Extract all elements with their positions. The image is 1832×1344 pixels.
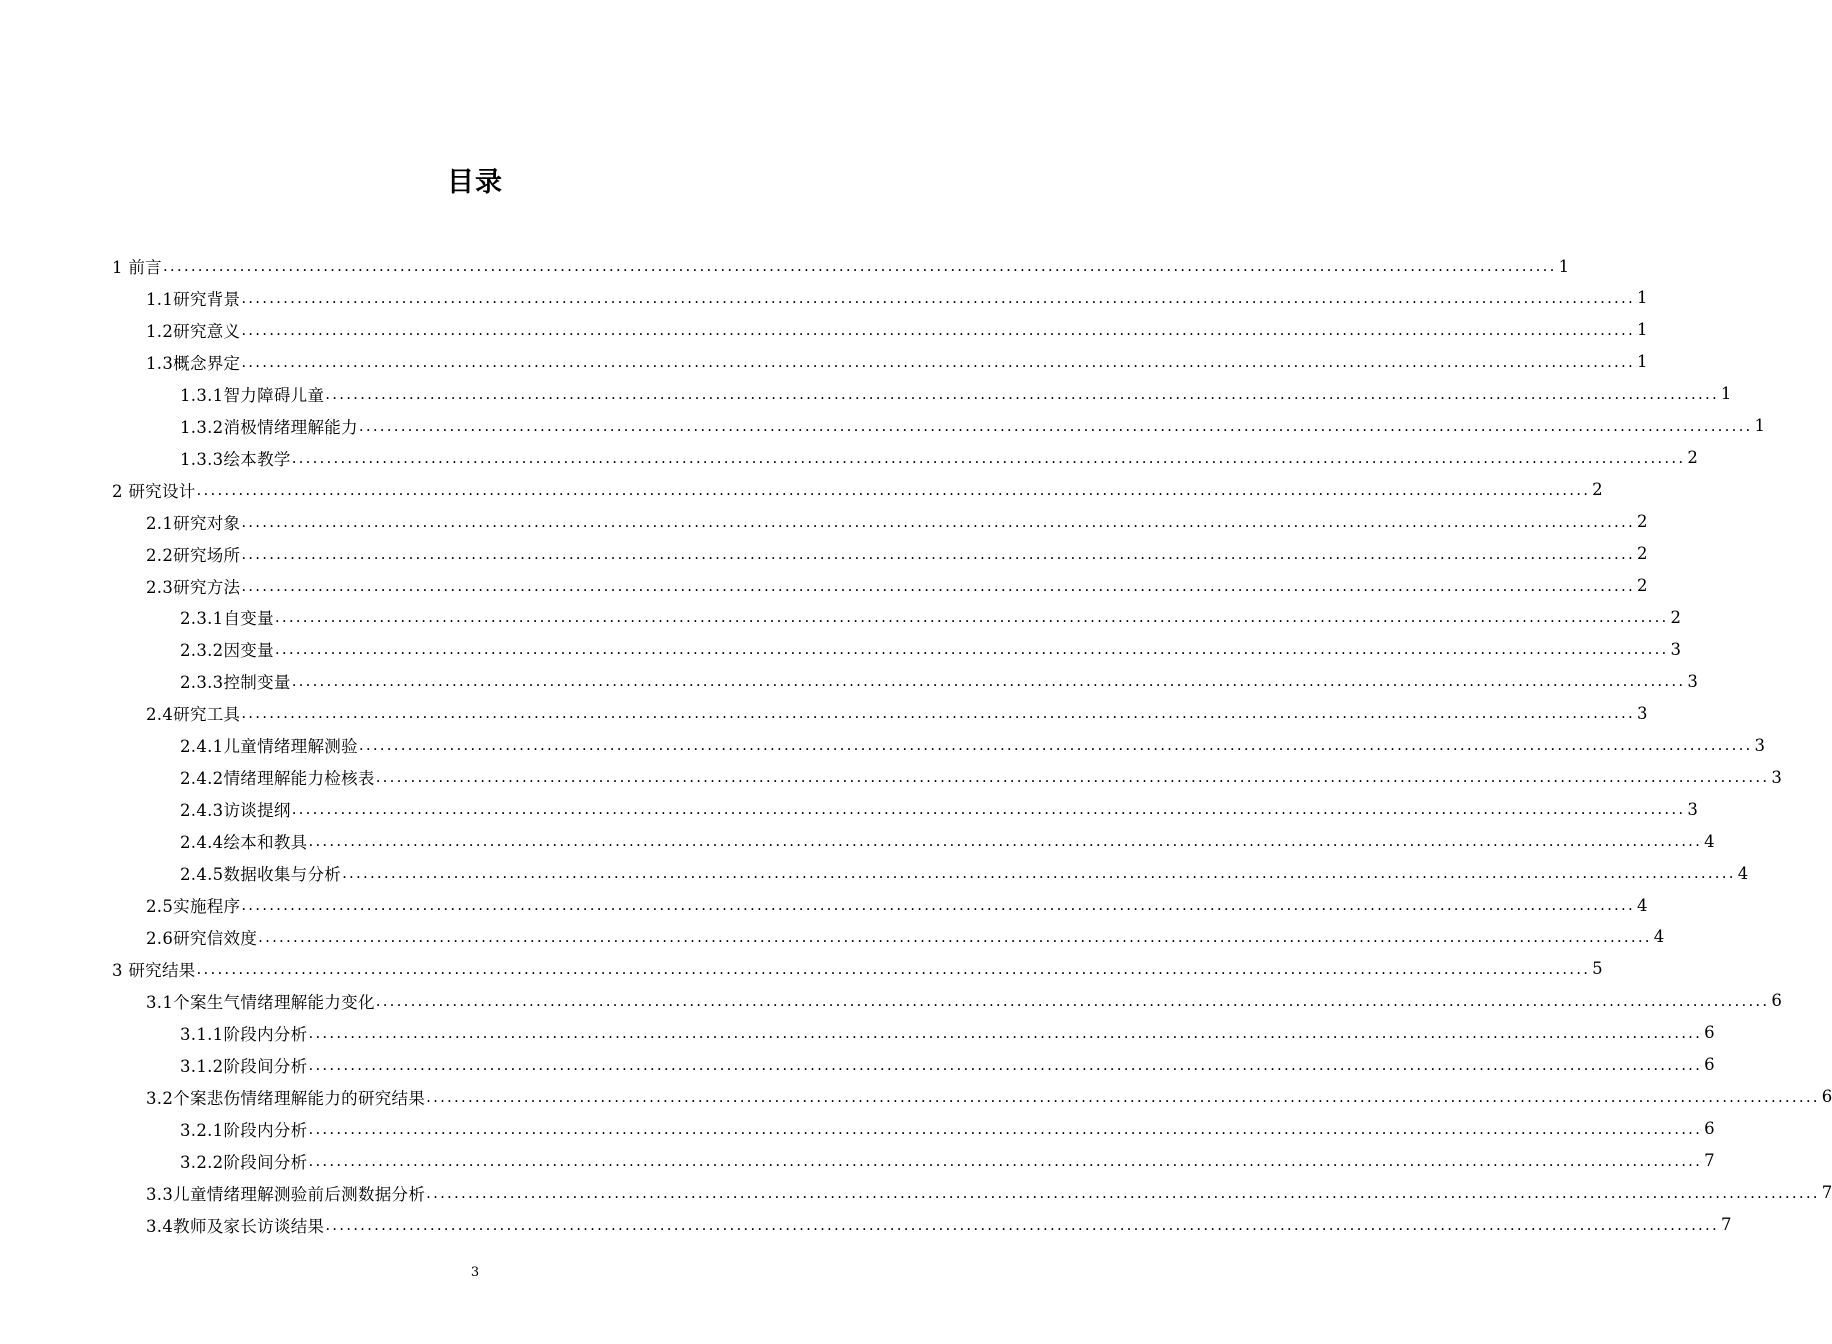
toc-entry-page: 1 bbox=[1636, 288, 1648, 308]
toc-leader-dots: ........................................................................................................................................................................................................ bbox=[196, 959, 1591, 978]
toc-leader-dots: ........................................................................................................................................................................................................ bbox=[426, 1087, 1820, 1106]
toc-entry[interactable] bbox=[112, 250, 1570, 282]
toc-entry-label: 1.3.3绘本教学 bbox=[180, 449, 291, 469]
toc-entry[interactable] bbox=[180, 1017, 1715, 1049]
toc-entry-page: 6 bbox=[1704, 1119, 1715, 1139]
toc-entry-label: 1 前言 bbox=[112, 258, 162, 277]
toc-leader-dots: ........................................................................................................................................................................................................ bbox=[241, 576, 1635, 595]
toc-entry-page: 7 bbox=[1704, 1151, 1715, 1171]
toc-leader-dots: ........................................................................................................................................................................................................ bbox=[308, 1023, 1703, 1042]
toc-entry-label: 2.4.2情绪理解能力检核表 bbox=[180, 769, 375, 789]
toc-leader-dots: ........................................................................................................................................................................................................ bbox=[291, 672, 1686, 691]
toc-entry[interactable] bbox=[146, 346, 1648, 378]
toc-entry[interactable] bbox=[180, 761, 1782, 793]
toc-leader-dots: ........................................................................................................................................................................................................ bbox=[241, 704, 1635, 723]
toc-leader-dots: ........................................................................................................................................................................................................ bbox=[241, 320, 1635, 339]
toc-entry-page: 3 bbox=[1670, 639, 1682, 659]
toc-entry-page: 2 bbox=[1687, 448, 1698, 468]
toc-leader-dots: ........................................................................................................................................................................................................ bbox=[325, 1215, 1719, 1234]
toc-entry-page: 4 bbox=[1704, 831, 1715, 851]
toc-entry-label: 2 研究设计 bbox=[112, 481, 196, 501]
toc-leader-dots: ........................................................................................................................................................................................................ bbox=[358, 416, 1753, 435]
toc-entry-label: 3.2.1阶段内分析 bbox=[180, 1120, 308, 1140]
toc-leader-dots: ........................................................................................................................................................................................................ bbox=[241, 288, 1635, 307]
toc-entry[interactable] bbox=[180, 1049, 1715, 1081]
toc-entry-label: 2.4研究工具 bbox=[146, 705, 241, 725]
toc-entry-label: 3.3儿童情绪理解测验前后测数据分析 bbox=[146, 1184, 426, 1204]
toc-entry-label: 2.4.1儿童情绪理解测验 bbox=[180, 737, 358, 757]
toc-entry-label: 1.3.2消极情绪理解能力 bbox=[180, 417, 358, 437]
toc-leader-dots: ........................................................................................................................................................................................................ bbox=[162, 257, 1557, 275]
toc-entry-page: 2 bbox=[1636, 544, 1648, 564]
toc-entry-label: 3.4教师及家长访谈结果 bbox=[146, 1216, 325, 1236]
toc-entry-label: 2.2研究场所 bbox=[146, 545, 241, 565]
toc-entry[interactable] bbox=[146, 506, 1648, 538]
toc-leader-dots: ........................................................................................................................................................................................................ bbox=[308, 1119, 1703, 1138]
toc-entry-page: 1 bbox=[1558, 256, 1570, 276]
toc-leader-dots: ........................................................................................................................................................................................................ bbox=[308, 1055, 1703, 1074]
toc-entry[interactable] bbox=[112, 953, 1603, 985]
toc-entry-label: 3.2.2阶段间分析 bbox=[180, 1152, 308, 1172]
toc-entry[interactable] bbox=[180, 378, 1732, 410]
toc-entry-page: 3 bbox=[1771, 767, 1782, 787]
toc-entry[interactable] bbox=[146, 314, 1648, 346]
toc-entry-page: 7 bbox=[1821, 1183, 1832, 1203]
toc-entry[interactable] bbox=[146, 570, 1648, 602]
toc-entry[interactable] bbox=[146, 889, 1648, 921]
toc-entry-label: 2.5实施程序 bbox=[146, 897, 241, 916]
toc-leader-dots: ........................................................................................................................................................................................................ bbox=[241, 352, 1635, 371]
toc-entry-page: 3 bbox=[1687, 799, 1698, 819]
toc-leader-dots: ........................................................................................................................................................................................................ bbox=[426, 1183, 1820, 1202]
toc-entry-label: 2.4.5数据收集与分析 bbox=[180, 865, 342, 885]
toc-entry[interactable] bbox=[146, 538, 1648, 570]
toc-entry-page: 2 bbox=[1636, 576, 1648, 595]
toc-entry[interactable] bbox=[180, 442, 1698, 474]
page-number: 3 bbox=[470, 1265, 480, 1280]
toc-leader-dots: ........................................................................................................................................................................................................ bbox=[291, 448, 1686, 467]
toc-title: 目录 bbox=[447, 167, 503, 198]
toc-leader-dots: ........................................................................................................................................................................................................ bbox=[241, 512, 1635, 531]
toc-leader-dots: ........................................................................................................................................................................................................ bbox=[196, 480, 1591, 499]
toc-leader-dots: ........................................................................................................................................................................................................ bbox=[358, 736, 1753, 755]
toc-entry-label: 3.1.1阶段内分析 bbox=[180, 1024, 308, 1044]
toc-entry-page: 2 bbox=[1670, 607, 1682, 627]
toc-entry-page: 1 bbox=[1636, 352, 1648, 372]
toc-leader-dots: ........................................................................................................................................................................................................ bbox=[375, 768, 1770, 787]
toc-leader-dots: ........................................................................................................................................................................................................ bbox=[274, 640, 1669, 659]
toc-entry-label: 1.1研究背景 bbox=[146, 289, 241, 309]
toc-entry-page: 6 bbox=[1704, 1023, 1715, 1043]
toc-entry-label: 2.1研究对象 bbox=[146, 513, 241, 533]
toc-entry[interactable] bbox=[180, 410, 1766, 442]
toc-entry-page: 2 bbox=[1636, 512, 1648, 532]
toc-entry[interactable] bbox=[146, 1081, 1832, 1113]
toc-entry[interactable] bbox=[146, 282, 1648, 314]
toc-entry-page: 6 bbox=[1771, 991, 1782, 1011]
toc-entry[interactable] bbox=[180, 1113, 1715, 1145]
toc-leader-dots: ........................................................................................................................................................................................................ bbox=[291, 800, 1686, 819]
toc-entry-page: 6 bbox=[1821, 1087, 1832, 1107]
toc-entry[interactable] bbox=[112, 474, 1603, 506]
toc-leader-dots: ........................................................................................................................................................................................................ bbox=[308, 1151, 1703, 1170]
toc-entry-page: 5 bbox=[1592, 959, 1603, 979]
toc-entry-page: 2 bbox=[1592, 480, 1603, 500]
toc-entry-label: 1.3概念界定 bbox=[146, 353, 241, 373]
toc-entry[interactable] bbox=[180, 825, 1715, 857]
toc-entry-page: 3 bbox=[1687, 671, 1698, 691]
toc-entry-label: 1.3.1智力障碍儿童 bbox=[180, 385, 325, 405]
toc-entry[interactable] bbox=[146, 697, 1648, 729]
toc-leader-dots: ........................................................................................................................................................................................................ bbox=[308, 832, 1703, 851]
toc-entry[interactable] bbox=[180, 729, 1766, 761]
toc-leader-dots: ........................................................................................................................................................................................................ bbox=[375, 991, 1770, 1010]
toc-entry[interactable] bbox=[146, 921, 1665, 953]
toc-leader-dots: ........................................................................................................................................................................................................ bbox=[258, 927, 1652, 946]
toc-entry[interactable] bbox=[146, 1177, 1832, 1209]
toc-entry-label: 2.3研究方法 bbox=[146, 577, 241, 597]
toc-leader-dots: ........................................................................................................................................................................................................ bbox=[274, 608, 1669, 627]
toc-leader-dots: ........................................................................................................................................................................................................ bbox=[325, 384, 1719, 403]
toc-entry-label: 2.3.2因变量 bbox=[180, 641, 274, 661]
toc-entry[interactable] bbox=[180, 665, 1698, 697]
toc-entry-page: 3 bbox=[1636, 703, 1648, 723]
toc-entry-page: 1 bbox=[1754, 416, 1766, 436]
toc-entry-label: 2.3.1自变量 bbox=[180, 609, 274, 629]
toc-entry[interactable] bbox=[180, 1145, 1715, 1177]
toc-entry-label: 2.4.4绘本和教具 bbox=[180, 833, 308, 853]
toc-entry-page: 4 bbox=[1636, 895, 1648, 915]
toc-entry-label: 1.2研究意义 bbox=[146, 321, 241, 341]
toc-entry[interactable] bbox=[180, 857, 1749, 889]
toc-entry-label: 3.2个案悲伤情绪理解能力的研究结果 bbox=[146, 1088, 426, 1108]
toc-entry-page: 6 bbox=[1704, 1055, 1715, 1075]
toc-entry-page: 1 bbox=[1636, 320, 1648, 340]
toc-entry-page: 4 bbox=[1653, 927, 1665, 947]
toc-leader-dots: ........................................................................................................................................................................................................ bbox=[241, 896, 1635, 914]
toc-leader-dots: ........................................................................................................................................................................................................ bbox=[241, 544, 1635, 563]
toc-entry-label: 3.1.2阶段间分析 bbox=[180, 1056, 308, 1076]
toc-entry-page: 7 bbox=[1720, 1215, 1732, 1234]
toc-entry[interactable] bbox=[180, 793, 1698, 825]
toc-entry-page: 3 bbox=[1754, 735, 1766, 755]
toc-entry-label: 3 研究结果 bbox=[112, 960, 196, 980]
toc-entry[interactable] bbox=[146, 1209, 1732, 1241]
toc-entry-label: 2.3.3控制变量 bbox=[180, 673, 291, 693]
toc-entry-label: 3.1个案生气情绪理解能力变化 bbox=[146, 992, 375, 1012]
toc-entry-page: 4 bbox=[1737, 863, 1749, 883]
toc-leader-dots: ........................................................................................................................................................................................................ bbox=[342, 864, 1736, 883]
toc-entry-page: 1 bbox=[1720, 384, 1732, 404]
toc-entry[interactable] bbox=[180, 633, 1682, 665]
toc-entry-label: 2.6研究信效度 bbox=[146, 928, 258, 948]
toc-entry[interactable] bbox=[180, 601, 1682, 633]
toc-entry[interactable] bbox=[146, 985, 1782, 1017]
toc-entry-label: 2.4.3访谈提纲 bbox=[180, 801, 291, 821]
